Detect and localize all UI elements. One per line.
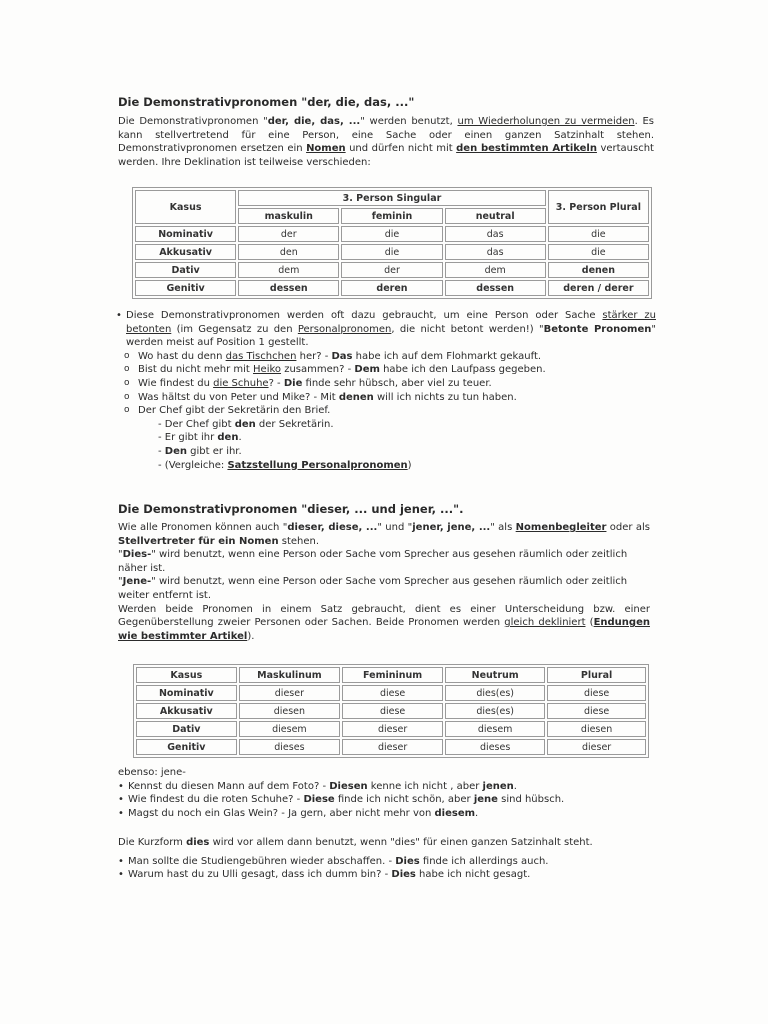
cell-kasus: Nominativ <box>136 685 237 701</box>
table-row <box>136 739 646 755</box>
usage-notes <box>116 309 656 472</box>
text: " <box>118 576 123 588</box>
text: Bist du nicht mehr mit <box>138 364 254 376</box>
dash-line <box>138 445 656 459</box>
cell: diese <box>342 685 443 701</box>
text: Man sollte die Studiengebühren wieder abschaffen. - <box>128 855 396 867</box>
list-item <box>116 309 656 472</box>
text: vertauscht werden. Ihre Deklination ist teilweise verschieden: <box>118 143 654 168</box>
text: " als <box>490 522 516 533</box>
table-row <box>135 244 649 260</box>
ebenso-intro: ebenso: jene- <box>118 767 186 778</box>
link-staerker-betonen[interactable]: stärker zu betonten <box>126 310 656 335</box>
text-bold: denen <box>338 391 374 403</box>
text: wird vor allem dann benutzt, wenn "dies" für einen ganzen Satzinhalt steht. <box>209 837 593 848</box>
section-title: Die Demonstrativpronomen "der, die, das, ..." <box>118 95 415 109</box>
section-der-die-das <box>118 95 654 169</box>
cell: dem <box>445 262 546 278</box>
text-underlined: Heiko <box>253 364 282 376</box>
link-wiederholungen[interactable]: um Wiederholungen zu vermeiden <box>457 116 635 127</box>
text: habe ich auf dem Flohmarkt gekauft. <box>352 350 542 362</box>
text: " und " <box>377 522 413 533</box>
text: finde ich nicht schön, aber <box>334 794 474 806</box>
cell: denen <box>548 262 649 278</box>
intro-paragraph <box>118 115 654 169</box>
declension-table-der-die-das <box>132 187 652 299</box>
text-bold: Das <box>331 350 353 362</box>
paragraph <box>118 521 650 548</box>
cell: diesem <box>239 721 340 737</box>
cell-kasus: Genitiv <box>135 280 236 296</box>
text: Wie alle Pronomen können auch " <box>118 522 288 533</box>
cell: diesen <box>547 721 646 737</box>
header-plural: 3. Person Plural <box>548 190 649 224</box>
text-bold: diesem <box>434 807 476 819</box>
text: gibt er ihr. <box>187 445 242 457</box>
text-bold: den <box>217 432 239 444</box>
header-kasus: Kasus <box>136 667 237 683</box>
text: (im Gegensatz zu den <box>171 323 298 335</box>
text: Wie findest du die roten Schuhe? - <box>128 794 304 806</box>
text: ). <box>247 630 255 642</box>
text: Kennst du diesen Mann auf dem Foto? - <box>128 780 330 792</box>
cell: die <box>548 226 649 242</box>
text: will ich nichts zu tun haben. <box>373 391 517 403</box>
section-title: Die Demonstrativpronomen "dieser, ... und jener, ...". <box>118 502 464 516</box>
cell: dies(es) <box>445 685 545 701</box>
table-row <box>136 685 646 701</box>
header-kasus: Kasus <box>135 190 236 224</box>
text: " wird benutzt, wenn eine Person oder Sache vom Sprecher aus gesehen räumlich oder zeitlich näher ist. <box>118 549 628 574</box>
text: zusammen? - <box>281 364 355 376</box>
cell: die <box>341 226 442 242</box>
table-row <box>136 721 646 737</box>
cell: diese <box>547 703 646 719</box>
cell: der <box>238 226 339 242</box>
text-bold: Diese <box>303 794 335 806</box>
text-bold: Die <box>283 377 303 389</box>
header-maskulin: maskulin <box>238 208 339 224</box>
cell: der <box>341 262 442 278</box>
text: Wo hast du denn <box>138 350 226 362</box>
text: - Er gibt ihr <box>158 432 218 444</box>
cell: dem <box>238 262 339 278</box>
text: " werden meist auf Position 1 gestellt. <box>126 323 656 349</box>
example-item <box>124 350 656 364</box>
text: - (Vergleiche: <box>158 459 228 471</box>
text: ) <box>407 459 412 471</box>
example-item <box>124 404 656 472</box>
cell: dieser <box>547 739 646 755</box>
link-endungen[interactable]: Endungen wie bestimmter Artikel <box>118 617 650 642</box>
example-item <box>124 391 656 405</box>
text: Werden beide Pronomen in einem Satz gebraucht, dient es einer Unterscheidung bzw. einer Gegenüberstellung zweier Personen oder Sachen. Beide Pronomen werden <box>118 603 650 629</box>
text: stehen. <box>278 535 320 547</box>
cell: diese <box>547 685 646 701</box>
text: . <box>513 780 517 792</box>
link-satzstellung[interactable]: Satzstellung Personalpronomen <box>227 459 408 471</box>
cell-kasus: Nominativ <box>135 226 236 242</box>
text: Die Kurzform <box>118 837 187 848</box>
text: kenne ich nicht , aber <box>367 780 483 792</box>
list-item <box>118 793 658 807</box>
link-gleich-dekliniert[interactable]: gleich dekliniert <box>504 617 586 629</box>
header-neutral: neutral <box>445 208 546 224</box>
cell: dieser <box>342 721 443 737</box>
text: Warum hast du zu Ulli gesagt, dass ich dumm bin? - <box>128 869 392 881</box>
text-bold: dies <box>186 837 210 848</box>
section-dieser-jener <box>118 502 650 643</box>
example-item <box>124 363 656 377</box>
kurzform-section <box>118 836 658 882</box>
text: , die nicht betont werden!) " <box>391 323 544 335</box>
text-bold: den <box>234 418 256 430</box>
list-item <box>118 807 658 821</box>
text: sind hübsch. <box>497 794 565 806</box>
header-maskulinum: Maskulinum <box>239 667 340 683</box>
cell-kasus: Dativ <box>135 262 236 278</box>
cell: das <box>445 244 546 260</box>
cell: die <box>341 244 442 260</box>
text-bold: Dies <box>395 855 420 867</box>
text: finde ich allerdings auch. <box>419 855 549 867</box>
link-bestimmte-artikel[interactable]: den bestimmten Artikeln <box>456 143 597 155</box>
cell-kasus: Akkusativ <box>135 244 236 260</box>
text-bold: der, die, das, ... <box>267 116 361 127</box>
paragraph <box>118 836 658 850</box>
declension-table-dieser <box>133 664 649 758</box>
text-bold: Dies- <box>122 549 152 561</box>
text: " wird benutzt, wenn eine Person oder Sache vom Sprecher aus gesehen räumlich oder zeitlich weiter entfernt ist. <box>118 576 628 601</box>
text: Diese Demonstrativpronomen werden oft dazu gebraucht, um eine Person oder Sache <box>126 310 603 321</box>
cell: den <box>238 244 339 260</box>
cell: dieser <box>342 739 443 755</box>
cell: deren / derer <box>548 280 649 296</box>
text-bold: Dem <box>354 364 380 376</box>
table-row <box>135 226 649 242</box>
text: - <box>158 445 165 457</box>
header-femininum: Femininum <box>342 667 443 683</box>
text: her? - <box>296 350 332 362</box>
text: Die Demonstrativpronomen " <box>118 116 268 127</box>
text: Wie findest du <box>138 377 214 389</box>
dash-line <box>138 459 656 473</box>
cell: dies(es) <box>445 703 545 719</box>
text: habe ich den Laufpass gegeben. <box>379 364 546 376</box>
text: ( <box>585 617 594 629</box>
example-item <box>124 377 656 391</box>
text: " werden benutzt, <box>360 116 458 127</box>
text: " <box>118 549 123 561</box>
text-bold: Dies <box>391 869 416 881</box>
list-item <box>118 780 658 794</box>
text: Magst du noch ein Glas Wein? - Ja gern, aber nicht mehr von <box>128 807 435 819</box>
cell: die <box>548 244 649 260</box>
cell: dieses <box>239 739 340 755</box>
text: . Es kann stellvertretend für eine Person, eine Sache oder einen ganzen Satzinhalt stehen. Demonstrativpronomen ersetzen ein <box>118 116 654 155</box>
cell: dieser <box>239 685 340 701</box>
text: Was hältst du von Peter und Mike? - Mit <box>138 391 339 403</box>
text-bold: dieser, diese, ... <box>287 522 378 533</box>
text-bold: jene <box>473 794 498 806</box>
cell: diesen <box>239 703 340 719</box>
link-personalpronomen[interactable]: Personalpronomen <box>297 323 392 335</box>
list-item <box>118 868 658 882</box>
cell: dessen <box>238 280 339 296</box>
cell-kasus: Dativ <box>136 721 237 737</box>
table-row <box>136 703 646 719</box>
text-underlined: das Tischchen <box>225 350 297 362</box>
text: - Der Chef gibt <box>158 418 235 430</box>
dash-line <box>138 418 656 432</box>
header-neutrum: Neutrum <box>445 667 545 683</box>
cell: dieses <box>445 739 545 755</box>
text: und dürfen nicht mit <box>345 143 457 155</box>
text-bold: jener, jene, ... <box>412 522 491 533</box>
text: finde sehr hübsch, aber viel zu teuer. <box>302 377 492 389</box>
cell: diese <box>342 703 443 719</box>
text-bold: Stellvertreter für ein Nomen <box>118 535 279 547</box>
text: Der Chef gibt der Sekretärin den Brief. <box>138 405 331 417</box>
table-row <box>135 262 649 278</box>
link-nomen[interactable]: Nomen <box>306 143 346 155</box>
cell: das <box>445 226 546 242</box>
paragraph <box>118 603 650 644</box>
paragraph <box>118 548 650 575</box>
cell-kasus: Genitiv <box>136 739 237 755</box>
text-bold: jenen <box>482 780 514 792</box>
ebenso-jene-section <box>118 766 658 820</box>
text: der Sekretärin. <box>255 418 334 430</box>
text: . <box>238 432 242 444</box>
text-bold: Jene- <box>122 576 152 588</box>
header-singular: 3. Person Singular <box>238 190 546 206</box>
list-item <box>118 855 658 869</box>
header-feminin: feminin <box>341 208 442 224</box>
text: oder als <box>606 522 650 533</box>
cell: diesem <box>445 721 545 737</box>
cell: dessen <box>445 280 546 296</box>
text: habe ich nicht gesagt. <box>415 869 531 881</box>
text: ? - <box>268 377 284 389</box>
paragraph <box>118 575 650 602</box>
table-row <box>135 280 649 296</box>
header-plural: Plural <box>547 667 646 683</box>
text: . <box>475 807 479 819</box>
text-bold: Diesen <box>329 780 368 792</box>
link-nomenbegleiter[interactable]: Nomenbegleiter <box>515 522 607 533</box>
text-bold: Betonte Pronomen <box>543 323 652 335</box>
text-bold: Den <box>164 445 187 457</box>
cell-kasus: Akkusativ <box>136 703 237 719</box>
dash-line <box>138 431 656 445</box>
text-underlined: die Schuhe <box>213 377 269 389</box>
cell: deren <box>341 280 442 296</box>
